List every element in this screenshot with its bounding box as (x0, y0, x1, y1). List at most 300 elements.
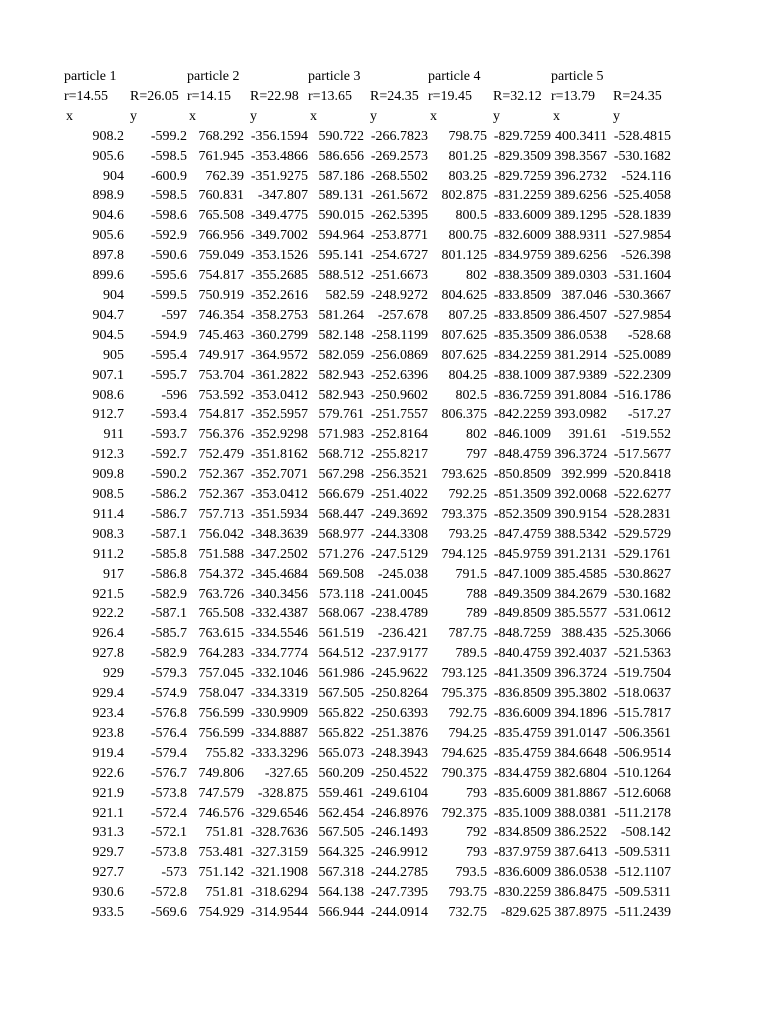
particle-3-y-value: -247.5129 (370, 546, 428, 562)
particle-2-y-value: -352.2616 (250, 287, 308, 303)
table-row (64, 744, 671, 764)
particle-5-y-value: -519.7504 (613, 666, 671, 682)
particle-1-y-value: -576.8 (150, 706, 187, 721)
particle-3-y-value: -249.3692 (370, 506, 428, 522)
particle-5-x-value: 386.0538 (554, 327, 607, 343)
particle-5-y-value: -527.9854 (613, 228, 671, 244)
particle-4-y-value: -838.3509 (493, 268, 551, 284)
particle-5-y-value: -528.4815 (613, 128, 671, 144)
particle-1-x-value: 921.5 (92, 586, 124, 602)
particle-4-y-header: y (493, 108, 500, 124)
particle-3-x-value: 569.508 (318, 566, 364, 582)
particle-1-x-value: 927.8 (92, 646, 124, 662)
particle-5-x-value: 388.0381 (554, 805, 607, 821)
particle-4-y-value: -847.4759 (493, 526, 551, 542)
particle-3-r: r=13.65 (308, 88, 353, 104)
particle-1-x-value: 927.7 (92, 865, 124, 881)
particle-1-y-value: -590.2 (150, 467, 187, 483)
particle-2-y-value: -334.3319 (250, 686, 308, 702)
particle-5-x-value: 391.61 (568, 427, 607, 443)
particle-1-y-value: -586.7 (150, 506, 187, 522)
particle-5-x-value: 387.6413 (554, 845, 607, 861)
particle-5-y-value: -518.0637 (613, 686, 671, 702)
particle-4-y-value: -836.6009 (493, 706, 551, 721)
particle-1-y-value: -576.7 (150, 765, 187, 781)
particle-3-x-value: 568.977 (318, 526, 364, 542)
particle-1-y-value: -599.2 (150, 128, 187, 144)
particle-name-row (64, 67, 671, 87)
particle-3-x-value: 565.822 (318, 725, 364, 741)
particle-4-y-value: -846.1009 (493, 427, 551, 443)
particle-4-x-value: 788 (466, 586, 487, 602)
particle-5-y-value: -525.4058 (613, 188, 671, 204)
particle-3-y-value: -250.9602 (370, 387, 428, 403)
particle-2-x-value: 755.82 (205, 745, 244, 761)
particle-5-x-value: 391.8084 (554, 387, 607, 403)
particle-4-y-value: -836.7259 (493, 387, 551, 403)
particle-2-x-value: 760.831 (198, 188, 244, 204)
particle-3-x-value: 562.454 (318, 805, 364, 821)
particle-2-x-value: 751.588 (198, 546, 244, 562)
particle-3-y-header: y (370, 108, 377, 124)
particle-3-x-value: 594.964 (318, 228, 364, 244)
particle-4-y-value: -842.2259 (493, 407, 551, 423)
particle-2-x-value: 751.81 (205, 825, 244, 841)
particle-3-y-value: -251.7557 (370, 407, 428, 423)
particle-5-y-value: -511.2439 (614, 905, 671, 921)
particle-2-y-value: -332.1046 (250, 666, 308, 682)
particle-4-y-value: -831.2259 (493, 188, 551, 204)
particle-5-x-value: 389.1295 (554, 208, 607, 224)
particle-3-y-value: -251.3876 (370, 725, 428, 741)
particle-data-table (64, 67, 671, 923)
particle-5-x-value: 384.6648 (554, 745, 607, 761)
particle-3-y-value: -252.8164 (370, 427, 428, 443)
particle-1-x-value: 922.2 (92, 606, 124, 622)
particle-1-y-value: -598.5 (150, 148, 187, 164)
particle-3-y-value: -252.6396 (370, 367, 428, 383)
particle-4-x-value: 794.625 (441, 745, 487, 761)
particle-2-x-value: 752.367 (198, 467, 244, 483)
particle-2-y-value: -330.9909 (250, 706, 308, 721)
particle-2-y-value: -328.7636 (250, 825, 308, 841)
table-row (64, 306, 671, 326)
particle-1-x-value: 907.1 (92, 367, 124, 383)
particle-2-y-value: -351.5934 (250, 506, 308, 522)
particle-3-y-value: -256.0869 (370, 347, 428, 363)
particle-3-x-value: 568.067 (318, 606, 364, 622)
particle-2-x-value: 764.283 (198, 646, 244, 662)
table-row (64, 366, 671, 386)
particle-2-x-value: 766.956 (198, 228, 244, 244)
axis-label-row (64, 107, 671, 127)
table-row (64, 624, 671, 644)
particle-2-x-value: 763.615 (198, 626, 244, 642)
particle-5-x-value: 388.435 (561, 626, 607, 642)
particle-3-x-value: 564.512 (318, 646, 364, 662)
particle-1-x-value: 929.7 (92, 845, 124, 861)
particle-1-x-value: 908.6 (92, 387, 124, 403)
particle-3-y-value: -247.7395 (370, 885, 428, 901)
particle-5-y-value: -530.3667 (613, 287, 671, 303)
particle-1-y-value: -573.8 (150, 785, 187, 801)
particle-2-y-value: -352.7071 (250, 467, 308, 483)
table-row (64, 823, 671, 843)
particle-1-r: r=14.55 (64, 88, 109, 104)
particle-2-y-value: -351.8162 (250, 447, 308, 463)
particle-5-x-value: 389.6256 (554, 188, 607, 204)
particle-4-x-value: 802 (466, 268, 487, 284)
particle-3-y-value: -248.3943 (370, 745, 428, 761)
particle-2-x-value: 765.508 (198, 208, 244, 224)
particle-5-x-value: 396.3724 (554, 666, 607, 682)
particle-5-x-value: 396.3724 (554, 447, 607, 463)
particle-3-x-value: 568.712 (318, 447, 364, 463)
particle-2-x-value: 762.39 (205, 168, 244, 184)
particle-1-y-value: -593.7 (150, 427, 187, 443)
particle-1-x-value: 905 (103, 347, 124, 363)
table-row (64, 764, 671, 784)
particle-1-x-value: 929 (103, 666, 124, 682)
table-row (64, 664, 671, 684)
particle-2-y-value: -352.9298 (250, 427, 308, 443)
table-row (64, 883, 671, 903)
particle-1-x-value: 905.6 (92, 228, 124, 244)
particle-3-y-value: -250.8264 (370, 686, 428, 702)
particle-4-x-value: 795.375 (441, 686, 487, 702)
particle-4-y-value: -835.6009 (493, 785, 551, 801)
particle-3-y-value: -251.4022 (370, 487, 428, 503)
particle-2-y-value: -364.9572 (250, 347, 308, 363)
particle-4-y-value: -834.2259 (493, 347, 551, 363)
particle-3-y-value: -250.6393 (370, 706, 428, 721)
particle-1-y-value: -576.4 (150, 725, 187, 741)
particle-4-x-value: 804.625 (441, 287, 487, 303)
particle-1-x-value: 930.6 (92, 885, 124, 901)
particle-5-y-value: -510.1264 (613, 765, 671, 781)
particle-4-y-value: -834.8509 (493, 825, 551, 841)
particle-5-y-value: -521.5363 (613, 646, 671, 662)
particle-5-x-value: 381.2914 (554, 347, 607, 363)
particle-5-y-value: -531.0612 (613, 606, 671, 622)
particle-1-y-value: -579.4 (150, 745, 187, 761)
particle-5-x-value: 392.0068 (554, 487, 607, 503)
particle-2-x-value: 753.704 (198, 367, 244, 383)
particle-5-y-value: -525.0089 (613, 347, 671, 363)
particle-3-x-value: 582.148 (318, 327, 364, 343)
particle-3-y-value: -251.6673 (370, 268, 428, 284)
particle-5-x-header: x (553, 108, 560, 124)
particle-3-x-value: 568.447 (318, 506, 364, 522)
particle-5-name: particle 5 (551, 69, 604, 84)
particle-2-x-value: 754.817 (198, 407, 244, 423)
particle-4-y-value: -835.4759 (493, 725, 551, 741)
particle-4-y-value: -833.6009 (493, 208, 551, 224)
particle-3-y-value: -269.2573 (370, 148, 428, 164)
particle-2-y-value: -327.3159 (250, 845, 308, 861)
table-row (64, 684, 671, 704)
particle-3-y-value: -268.5502 (370, 168, 428, 184)
particle-2-y-value: -327.65 (264, 765, 308, 781)
particle-4-y-value: -835.4759 (493, 745, 551, 761)
particle-5-x-value: 387.046 (561, 287, 607, 303)
particle-4-y-value: -829.7259 (493, 168, 551, 184)
particle-1-y-value: -600.9 (150, 168, 187, 184)
particle-5-x-value: 381.8867 (554, 785, 607, 801)
particle-3-x-value: 565.822 (318, 706, 364, 721)
table-row (64, 863, 671, 883)
particle-5-y-value: -511.2178 (614, 805, 671, 821)
particle-2-y-value: -356.1594 (250, 128, 308, 144)
table-row (64, 206, 671, 226)
particle-1-x-value: 909.8 (92, 467, 124, 483)
particle-4-x-value: 792.75 (448, 706, 487, 721)
table-row (64, 465, 671, 485)
particle-4-y-value: -829.7259 (493, 128, 551, 144)
particle-3-x-value: 588.512 (318, 268, 364, 284)
particle-5-x-value: 388.5342 (554, 526, 607, 542)
particle-3-x-value: 586.656 (318, 148, 364, 164)
particle-2-x-value: 759.049 (198, 248, 244, 264)
particle-5-y-value: -509.5311 (614, 885, 671, 901)
particle-2-y-value: -349.7002 (250, 228, 308, 244)
particle-4-y-value: -848.7259 (493, 626, 551, 642)
particle-5-x-value: 398.3567 (554, 148, 607, 164)
particle-1-x-value: 931.3 (92, 825, 124, 841)
particle-2-y-value: -352.5957 (250, 407, 308, 423)
particle-2-y-value: -329.6546 (250, 805, 308, 821)
particle-2-x-value: 756.376 (198, 427, 244, 443)
particle-5-y-value: -531.1604 (613, 268, 671, 284)
particle-3-y-value: -246.8976 (370, 805, 428, 821)
particle-4-x-value: 792 (466, 825, 487, 841)
particle-2-y-value: -318.6294 (250, 885, 308, 901)
particle-1-x-value: 904.7 (92, 307, 124, 323)
particle-3-y-value: -244.2785 (370, 865, 428, 881)
particle-5-y-value: -522.6277 (613, 487, 671, 503)
particle-4-y-value: -847.1009 (493, 566, 551, 582)
particle-1-x-value: 922.6 (92, 765, 124, 781)
particle-1-y-value: -585.7 (150, 626, 187, 642)
particle-4-x-value: 792.25 (448, 487, 487, 503)
particle-3-y-value: -266.7823 (370, 128, 428, 144)
particle-2-x-value: 768.292 (198, 128, 244, 144)
table-row (64, 505, 671, 525)
particle-1-x-value: 897.8 (92, 248, 124, 264)
particle-2-y-value: -314.9544 (250, 905, 308, 921)
table-row (64, 167, 671, 187)
table-row (64, 386, 671, 406)
particle-4-y-value: -837.9759 (493, 845, 551, 861)
particle-1-y-value: -598.5 (150, 188, 187, 204)
particle-5-x-value: 385.5577 (554, 606, 607, 622)
particle-3-x-value: 559.461 (318, 785, 364, 801)
particle-3-x-value: 567.298 (318, 467, 364, 483)
particle-4-x-value: 807.625 (441, 327, 487, 343)
particle-3-x-value: 564.325 (318, 845, 364, 861)
table-row (64, 784, 671, 804)
particle-2-x-value: 756.599 (198, 725, 244, 741)
particle-4-x-value: 793.25 (448, 526, 487, 542)
particle-5-x-value: 390.9154 (554, 506, 607, 522)
particle-1-x-value: 923.4 (92, 706, 124, 721)
particle-4-y-value: -835.1009 (493, 805, 551, 821)
particle-1-x-value: 911.2 (93, 546, 124, 562)
particle-2-y-value: -349.4775 (250, 208, 308, 224)
particle-2-x-value: 745.463 (198, 327, 244, 343)
particle-5-y-value: -508.142 (620, 825, 671, 841)
particle-4-y-value: -840.4759 (493, 646, 551, 662)
particle-1-y-value: -586.2 (150, 487, 187, 503)
particle-4-R: R=32.12 (493, 88, 542, 104)
particle-1-y-value: -590.6 (150, 248, 187, 264)
particle-5-y-value: -526.398 (620, 248, 671, 264)
table-row (64, 346, 671, 366)
particle-3-x-value: 567.318 (318, 865, 364, 881)
particle-2-x-value: 765.508 (198, 606, 244, 622)
particle-2-y-value: -353.0412 (250, 387, 308, 403)
particle-5-y-header: y (613, 108, 620, 124)
particle-4-x-value: 802.5 (455, 387, 487, 403)
particle-1-x-value: 904.6 (92, 208, 124, 224)
table-row (64, 445, 671, 465)
particle-1-x-value: 929.4 (92, 686, 124, 702)
particle-2-R: R=22.98 (250, 88, 299, 104)
particle-1-y-value: -596 (161, 387, 187, 403)
particle-5-x-value: 395.3802 (554, 686, 607, 702)
particle-4-x-value: 789 (466, 606, 487, 622)
particle-5-y-value: -522.2309 (613, 367, 671, 383)
particle-1-x-value: 904.5 (92, 327, 124, 343)
particle-3-y-value: -245.038 (377, 566, 428, 582)
particle-4-x-value: 792.375 (441, 805, 487, 821)
particle-1-x-value: 898.9 (92, 188, 124, 204)
particle-3-x-value: 582.943 (318, 387, 364, 403)
particle-5-y-value: -528.68 (627, 327, 671, 343)
particle-2-y-header: y (250, 108, 257, 124)
particle-3-x-value: 590.015 (318, 208, 364, 224)
particle-1-y-value: -595.7 (150, 367, 187, 383)
particle-5-y-value: -528.1839 (613, 208, 671, 224)
particle-1-y-value: -569.6 (150, 905, 187, 921)
particle-1-x-value: 904 (103, 168, 124, 184)
particle-5-R: R=24.35 (613, 88, 662, 104)
particle-2-x-value: 756.599 (198, 706, 244, 721)
particle-5-y-value: -530.1682 (613, 586, 671, 602)
particle-2-y-value: -351.9275 (250, 168, 308, 184)
particle-3-y-value: -244.0914 (370, 905, 428, 921)
particle-2-x-value: 757.045 (198, 666, 244, 682)
particle-5-x-value: 393.0982 (554, 407, 607, 423)
particle-3-y-value: -262.5395 (370, 208, 428, 224)
particle-5-y-value: -517.27 (627, 407, 671, 423)
particle-3-y-value: -257.678 (377, 307, 428, 323)
particle-1-name: particle 1 (64, 69, 117, 84)
table-row (64, 127, 671, 147)
particle-5-y-value: -506.3561 (613, 725, 671, 741)
table-row (64, 903, 671, 923)
particle-3-y-value: -249.6104 (370, 785, 428, 801)
particle-1-y-value: -593.4 (150, 407, 187, 423)
particle-4-x-value: 801.125 (441, 248, 487, 264)
particle-5-y-value: -516.1786 (613, 387, 671, 403)
particle-3-x-header: x (310, 108, 317, 124)
particle-1-y-value: -587.1 (150, 606, 187, 622)
particle-4-x-value: 806.375 (441, 407, 487, 423)
table-body (64, 67, 671, 923)
particle-2-name: particle 2 (187, 69, 240, 84)
particle-2-y-value: -334.7774 (250, 646, 308, 662)
particle-4-x-value: 803.25 (448, 168, 487, 184)
particle-1-y-value: -594.9 (150, 327, 187, 343)
particle-4-x-value: 807.25 (448, 307, 487, 323)
particle-2-y-value: -347.807 (257, 188, 308, 204)
particle-2-x-value: 761.945 (198, 148, 244, 164)
table-row (64, 525, 671, 545)
particle-3-y-value: -258.1199 (371, 327, 428, 343)
particle-3-x-value: 565.073 (318, 745, 364, 761)
table-row (64, 186, 671, 206)
particle-4-x-value: 794.125 (441, 546, 487, 562)
particle-1-y-value: -592.9 (150, 228, 187, 244)
particle-5-y-value: -527.9854 (613, 307, 671, 323)
particle-4-y-value: -834.4759 (493, 765, 551, 781)
particle-1-x-value: 926.4 (92, 626, 124, 642)
particle-3-x-value: 587.186 (318, 168, 364, 184)
particle-3-y-value: -261.5672 (370, 188, 428, 204)
particle-5-y-value: -519.552 (620, 427, 671, 443)
particle-2-y-value: -361.2822 (250, 367, 308, 383)
table-row (64, 405, 671, 425)
particle-4-x-value: 793.125 (441, 666, 487, 682)
particle-2-y-value: -328.875 (257, 785, 308, 801)
particle-4-x-value: 732.75 (448, 905, 487, 921)
particle-5-x-value: 386.2522 (554, 825, 607, 841)
particle-5-x-value: 388.9311 (555, 228, 607, 244)
table-row (64, 545, 671, 565)
radius-row (64, 87, 671, 107)
particle-3-y-value: -238.4789 (370, 606, 428, 622)
particle-1-y-value: -595.6 (150, 268, 187, 284)
particle-4-x-value: 793.375 (441, 506, 487, 522)
particle-4-x-value: 800.75 (448, 228, 487, 244)
particle-4-x-header: x (430, 108, 437, 124)
particle-2-x-value: 758.047 (198, 686, 244, 702)
table-row (64, 246, 671, 266)
particle-2-y-value: -321.1908 (250, 865, 308, 881)
particle-2-x-value: 752.479 (198, 447, 244, 463)
particle-1-y-value: -582.9 (150, 586, 187, 602)
particle-5-y-value: -530.8627 (613, 566, 671, 582)
particle-2-y-value: -358.2753 (250, 307, 308, 323)
particle-2-x-value: 754.929 (198, 905, 244, 921)
particle-4-y-value: -834.9759 (493, 248, 551, 264)
particle-5-y-value: -529.5729 (613, 526, 671, 542)
particle-1-y-value: -574.9 (150, 686, 187, 702)
particle-3-x-value: 560.209 (318, 765, 364, 781)
particle-1-x-value: 911.4 (93, 506, 124, 522)
particle-5-x-value: 394.1896 (554, 706, 607, 721)
particle-5-y-value: -515.7817 (613, 706, 671, 721)
particle-5-x-value: 391.0147 (554, 725, 607, 741)
particle-1-x-value: 904 (103, 287, 124, 303)
particle-4-y-value: -836.6009 (493, 865, 551, 881)
particle-3-x-value: 590.722 (318, 128, 364, 144)
particle-2-x-value: 757.713 (198, 506, 244, 522)
particle-5-x-value: 384.2679 (554, 586, 607, 602)
table-row (64, 804, 671, 824)
particle-1-y-value: -572.1 (150, 825, 187, 841)
